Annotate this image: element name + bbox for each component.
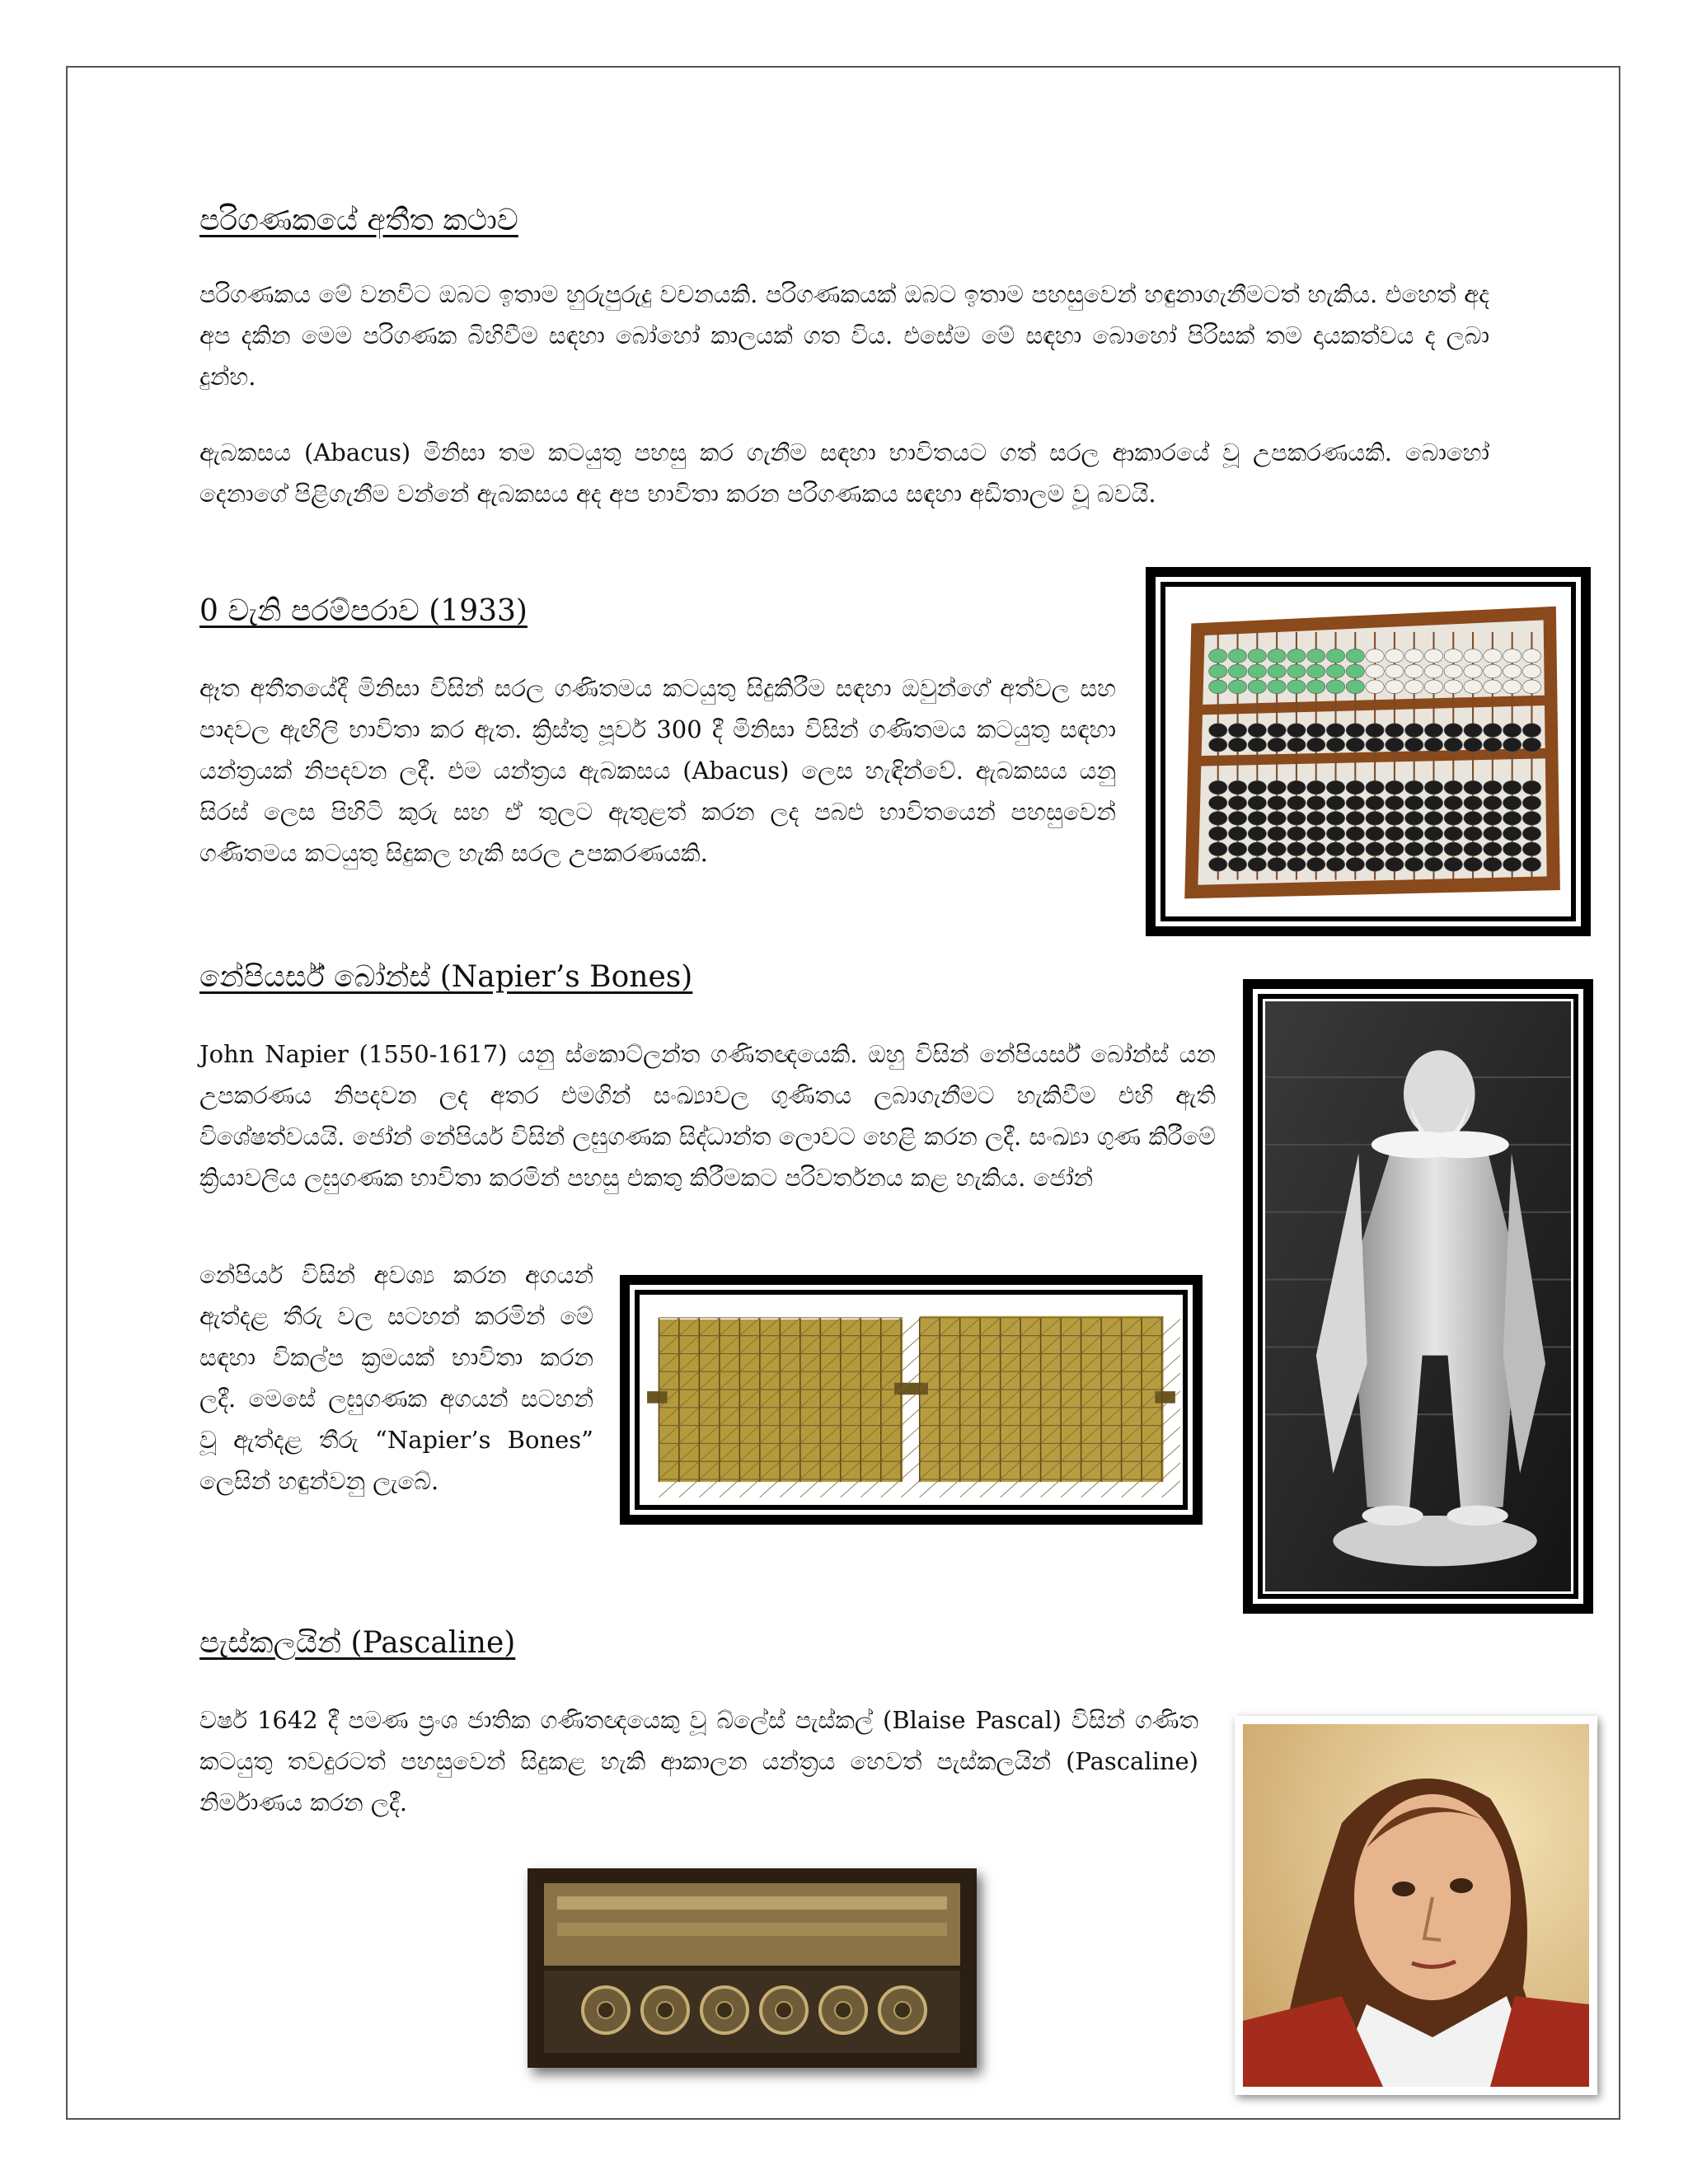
abacus-illustration — [1168, 589, 1568, 914]
paragraph-history-intro: පරිගණකය මේ වනවිට ඔබට ඉතාම හුරුපුරුදු වචනයකි. පරිගණකයක් ඔබට ඉතාම පහසුවෙන් හඳුනාගැනීමටත් හැකිය. එහෙත් අද අප දකින මෙම පරිගණක බිහිවීම සඳහා බෝහෝ කාලයක් ගත විය. එසේම මේ සඳහා බොහෝ පිරිසක් තම දායකත්වය ද ලබා දුන්හ. — [199, 280, 1489, 391]
pascaline-machine-image — [528, 1868, 977, 2068]
paragraph-generation-0: ඈත අතීතයේදී මිනිසා විසින් සරල ගණිතමය කටයුතු සිදුකිරීම සඳහා ඔවුන්ගේ අත්වල සහ පාදවල ඇඟිලි භාවිතා කර ඇත. ක්‍රිස්තු පූර්ව 300 දී මිනිසා විසින් ගණිතමය කටයුතු සඳහා යන්ත්‍රයක් නිපදවන ලදී. එම යන්ත්‍රය ඇබකසය (Abacus) ලෙස හැඳින්වේ. ඇබකසය යනු සිරස් ලෙස පිහිටි කුරු සහ ඒ තුලට ඇතුළත් කරන ලද පබළු භාවිතයෙන් පහසුවෙන් ගණිතමය කටයුතු සිදුකල හැකි සරල උපකරණයකි. — [199, 674, 1116, 867]
napier-statue-illustration — [1265, 1001, 1571, 1591]
napiers-bones-image — [620, 1275, 1203, 1525]
pascal-portrait-illustration — [1243, 1724, 1589, 2087]
heading-generation-0: 0 වැනි පරම්පරාව (1933) — [199, 594, 528, 628]
paragraph-abacus-intro: ඇබකසය (Abacus) මිනිසා තම කටයුතු පහසු කර ගැනීම සඳහා භාවිතයට ගත් සරල ආකාරයේ වූ උපකරණයකි. බොහෝ දෙනාගේ පිළිගැනීම වන්නේ ඇබකසය අද අප භාවිතා කරන පරිගණකය සඳහා අඩිතාලම වූ බවයි. — [199, 438, 1489, 508]
paragraph-pascaline: වර්ෂ 1642 දී පමණ ප්‍රංශ ජාතික ගණිතඥයෙකු වූ බ්ලේස් පැස්කල් (Blaise Pascal) විසින් ගණිත කටයුතු තවදුරටත් පහසුවෙන් සිදුකළ හැකි ආකාලන යන්ත්‍රය හෙවත් පැස්කලයින් (Pascaline) නිර්මාණය කරන ලදී. — [199, 1706, 1198, 1816]
blaise-pascal-portrait-image — [1235, 1716, 1597, 2095]
pascaline-illustration — [528, 1868, 977, 2068]
heading-pascaline: පැස්කලයින් (Pascaline) — [199, 1626, 516, 1660]
paragraph-napier-bottom: නේපියර් විසින් අවශ්‍ය කරන අගයන් ඇත්දළ තීරු වල සටහන් කරමින් මේ සඳහා විකල්ප ක්‍රමයක් භාවිතා කරන ලදී. මෙසේ ලඝුගණක අගයන් සටහන් වූ ඇත්දළ තීරු “Napier’s Bones” ලෙසින් හඳුන්වනු ලැබේ. — [199, 1261, 593, 1495]
heading-history: පරිගණකයේ අතීත කථාව — [199, 204, 518, 237]
heading-napiers-bones: නේපියර්ස් බෝන්ස් (Napier’s Bones) — [199, 960, 693, 994]
john-napier-statue-image — [1243, 979, 1593, 1614]
napiers-bones-illustration — [642, 1297, 1180, 1502]
paragraph-napier-top: John Napier (1550-1617) යනු ස්කොට්ලන්ත ගණිතඥයෙකි. ඔහු විසින් නේපියර්ස් බෝන්ස් යන උපකරණය නිපදවන ලද අතර එමගින් සංඛ්‍යාවල ගුණිතය ලබාගැනීමට හැකිවීම එහි ඇති විශේෂත්වයයි. ජෝන් නේපියර් විසින් ලඝුගණක සිද්ධාන්ත ලොවට හෙළි කරන ලදී. සංඛ්‍යා ගුණ කිරීමේ ක්‍රියාවලිය ලඝුගණක භාවිතා කරමින් පහසු එකතු කිරීමකට පරිවර්තනය කළ හැකිය. ජෝන් — [199, 1040, 1216, 1192]
abacus-image — [1146, 567, 1591, 936]
